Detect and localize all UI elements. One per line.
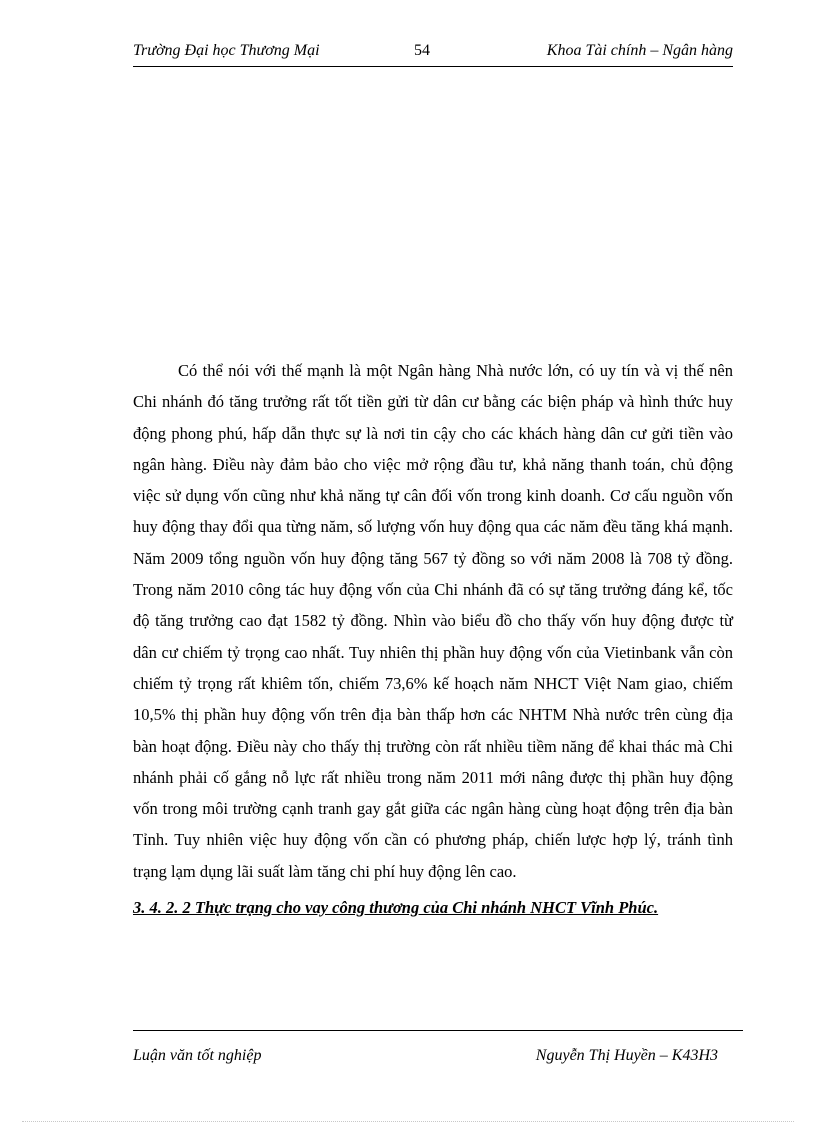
footer-thesis-label: Luận văn tốt nghiệp: [133, 1047, 262, 1064]
section-heading: 3. 4. 2. 2 Thực trạng cho vay công thương của Chi nhánh NHCT Vĩnh Phúc.: [133, 898, 659, 918]
body-paragraph: Có thể nói với thế mạnh là một Ngân hàng Nhà nước lớn, có uy tín và vị thế nên Chi nhánh đó tăng trưởng rất tốt tiền gửi từ dân cư bằng các biện pháp và hình thức huy động phong phú, hấp dẫn thực sự là nơi tin cậy cho các khách hàng dân cư gửi tiền vào ngân hàng. Điều này đảm bảo cho việc mở rộng đầu tư, khả năng thanh toán, chủ động việc sử dụng vốn cũng như khả năng tự cân đối vốn trong kinh doanh. Cơ cấu nguồn vốn huy động thay đổi qua từng năm, số lượng vốn huy động qua các năm đều tăng khá mạnh. Năm 2009 tổng nguồn vốn huy động tăng 567 tỷ đồng so với năm 2008 là 708 tỷ đồng. Trong năm 2010 công tác huy động vốn của Chi nhánh đã có sự tăng trưởng đáng kể, tốc độ tăng trưởng cao đạt 1582 tỷ đồng. Nhìn vào biểu đồ cho thấy vốn huy động được từ dân cư chiếm tỷ trọng cao nhất. Tuy nhiên thị phần huy động vốn của Vietinbank vẫn còn chiếm tỷ trọng rất khiêm tốn, chiếm 73,6% kế hoạch năm NHCT Việt Nam giao, chiếm 10,5% thị phần huy động vốn trên địa bàn thấp hơn các NHTM Nhà nước trên cùng địa bàn hoạt động. Điều này cho thấy thị trường còn rất nhiều tiềm năng để khai thác mà Chi nhánh phải cố gắng nỗ lực rất nhiều trong năm 2011 mới nâng được thị phần huy động vốn trong môi trường cạnh tranh gay gắt giữa các ngân hàng cùng hoạt động trên địa bàn Tỉnh. Tuy nhiên việc huy động vốn cần có phương pháp, chiến lược hợp lý, tránh tình trạng lạm dụng lãi suất làm tăng chi phí huy động lên cao.: [133, 361, 733, 881]
page-bottom-border: [22, 1121, 794, 1122]
page-header: [133, 40, 733, 67]
header-school-name: Trường Đại học Thương Mại: [133, 42, 320, 59]
footer-author: Nguyễn Thị Huyền – K43H3: [535, 1047, 718, 1064]
header-page-number: 54: [414, 42, 430, 59]
header-faculty-name: Khoa Tài chính – Ngân hàng: [546, 42, 733, 59]
page-body: [133, 355, 733, 918]
footer-divider: [133, 1030, 743, 1031]
